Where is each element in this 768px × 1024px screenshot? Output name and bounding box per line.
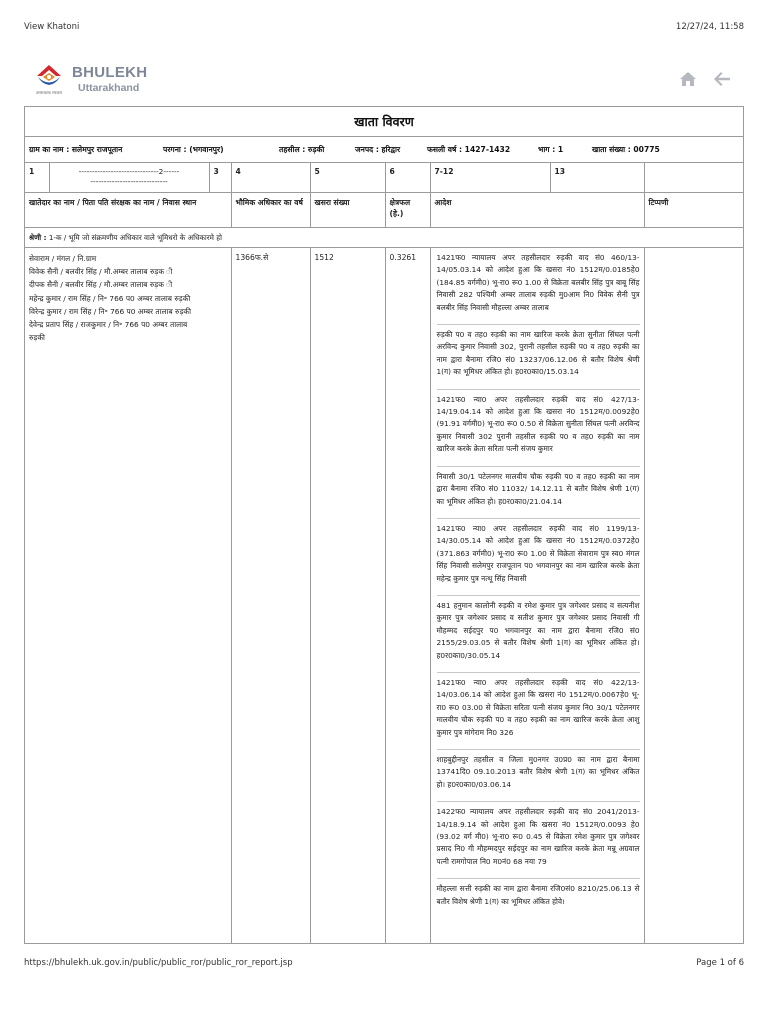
owner-entry: विरेन्द्र कुमार / राम सिंह / नि॰ 766 प0 अम्बर तालाब रुड़की xyxy=(29,306,191,316)
home-icon[interactable] xyxy=(678,70,698,88)
heading-year: भौमिक अधिकार का वर्ष xyxy=(231,193,310,228)
brand-name: BHULEKH xyxy=(72,64,148,81)
order-entry: 1422फ0 न्यायालय अपर तहसीलदार रुड़की वाद सं0 2041/2013-14/18.9.14 को आदेश हुआ कि खसरा नं0 1512म/0.0093 हे0 (93.02 वर्ग मी0) भू-रा0 रू0 0.45 से विक्रेता रमेश कुमार पुत्र जगेश्वर प्रसाद नि0 गी मौहम्मदपुर सईदपुर का नाम खारिज करके क्रेता मन्नू अग्रवाल पत्नी रामगोपाल नि0 म0नं0 68 नया 79 xyxy=(437,802,640,879)
column-number-row xyxy=(25,163,744,192)
col-number-6: 6 xyxy=(385,163,430,192)
meta-bhag: भाग : 1 xyxy=(538,145,564,154)
column-heading-row xyxy=(25,193,744,228)
meta-janpad: जनपद : हरिद्वार xyxy=(355,145,401,154)
owner-entry: महेन्द्र कुमार / राम सिंह / नि॰ 766 प0 अम्बर तालाब रुड़की xyxy=(29,293,191,303)
category-label: श्रेणी : xyxy=(29,233,47,242)
meta-pargana: परगना : (भगवानपुर) xyxy=(163,145,224,154)
right-year: 1366फ.से xyxy=(231,248,310,944)
order-entry: मौहल्ला सत्ती रुड़की का नाम द्वारा बैनामा रजि0सं0 8210/25.06.13 से बतौर विशेष श्रेणी 1(ग) का भूमिधर अंकित होवे। xyxy=(436,884,640,906)
col-number-3: 3 xyxy=(209,163,231,192)
khata-sheet xyxy=(24,106,744,944)
record-row xyxy=(25,248,744,944)
order-entry: 1421फ0 न्या0 अपर तहसीलदार रुड़की वाद सं0 427/13-14/19.04.14 को आदेश हुआ कि खसरा नं0 1512म/0.0092हे0 (91.91 वर्गमी0) भू-रा0 रू0 0.50 से विक्रेता सुनीता सिंघल पत्नी अरविन्द कुमार निवासी 302 पुरानी तहसील रुड़की प0 व तह0 रुड़की का नाम खारिज करके क्रेता सरिता पत्नी संजय कुमार xyxy=(437,390,640,467)
order-list xyxy=(430,248,644,944)
meta-row xyxy=(25,137,743,163)
order-entry: रुड़की प0 व तह0 रुड़की का नाम खारिज करके क्रेता सुनीता सिंघल पत्नी अरविन्द कुमार निवासी 302, पुरानी तहसील रुड़की प0 व तह0 रुड़की का नाम द्वारा बैनामा रजि0 सं0 13237/06.12.06 से बतौर विशेष श्रेणी 1(ग) का भूमिधर अंकित हो। ह0र0का0/15.03.14 xyxy=(437,325,640,390)
brand-state: Uttarakhand xyxy=(78,82,140,94)
order-entry: निवासी 30/1 पटेलनगर मालवीय चौक रुड़की प0 व तह0 रुड़की का नाम द्वारा बैनामा रजि0 सं0 11032/ 14.12.11 से बतौर विशेष श्रेणी 1(ग) का भूमिधर अंकित हो। ह0र0का0/21.04.14 xyxy=(437,467,640,519)
col-number-1: 1 xyxy=(25,163,49,192)
heading-area: क्षेत्रफल (हे.) xyxy=(385,193,430,228)
owner-entry: देवेन्द्र प्रताप सिंह / राजकुमार / नि॰ 766 प0 अम्बर तालाब xyxy=(29,320,188,330)
order-entry: 481 हनुमान कालोनी रुड़की व रमेश कुमार पुत्र जगेश्वर प्रसाद व सत्यनीश कुमार पुत्र जगेश्वर प्रसाद व सतीश कुमार पुत्र जगेश्वर प्रसाद निवासी गी मौहम्मद सईदपुर प0 भगवानपुर का नाम द्वारा बैनामा रजि0 सं0 2155/29.03.05 से बतौर विशेष श्रेणी 1(ग) का भूमिधर अंकित हो। ह0र0का0/30.05.14 xyxy=(437,596,640,673)
print-title: View Khatoni xyxy=(24,22,80,32)
nav-icons xyxy=(678,70,732,90)
heading-table xyxy=(25,193,744,229)
report-url[interactable]: https://bhulekh.uk.gov.in/public/public_ror/public_ror_report.jsp xyxy=(24,958,293,968)
owner-entry: विवेक सैनी / बलवीर सिंह / मौ.अम्बर तालाब रुड़क ी xyxy=(29,267,173,277)
order-entry: शाहबुद्दीनपुर तहसील व जिला मु0नगर उ0प्र0 का नाम द्वारा बैनामा 13741दि0 09.10.2013 बतौर विशेष श्रेणी 1(ग) का भूमिधर अंकित हो। ह0र0का0/03.06.14 xyxy=(437,750,640,802)
col-number-13: 13 xyxy=(550,163,644,192)
brand[interactable] xyxy=(34,62,234,96)
column-header-table xyxy=(25,163,744,193)
col-number-blank xyxy=(644,163,744,192)
document-title: खाता विवरण xyxy=(25,107,743,137)
order-entry: 1421फ0 न्या0 अपर तहसीलदार रुड़की वाद सं0 422/13-14/03.06.14 को आदेश हुआ कि खसरा नं0 1512म/0.0067हे0 भू-रा0 रू0 03.00 से विक्रेता सरिता पत्नी संजय कुमार नि0 30/1 पटेलनगर मालवीय चौक रुड़की प0 व तह0 रुड़की का नाम खारिज करके क्रेता आशु कुमार पुत्र मांगेराम नि0 326 xyxy=(437,673,640,750)
khasra-number: 1512 xyxy=(310,248,385,944)
col-number-7-12: 7-12 xyxy=(430,163,550,192)
logo-caption: उत्तराखण्ड सरकार xyxy=(35,90,63,95)
meta-fasli: फसली वर्ष : 1427-1432 xyxy=(427,145,511,154)
order-entry: 1421फ0 न्यायालय अपर तहसीलदार रुड़की वाद सं0 460/13-14/05.03.14 को आदेश हुआ कि खसरा नं0 1512म/0.0185हे0 (184.85 वर्गमी0) भू-रा0 रू0 1.00 से विक्रेता बलबीर सिंह पुत्र बाबू सिंह निवासी 282 पश्चिमी अम्बर तालाब रुड़की मु0आम नि0 विवेक सैनी पुत्र बलबीर सिंह निवासी मौहल्ला अम्बर तालाब xyxy=(437,248,640,325)
meta-gram: ग्राम का नाम : सलेमपुर राजपूतान xyxy=(29,145,123,154)
col-number-2-text: ------------------------------2------ ----------------------------- xyxy=(78,167,180,186)
heading-order: आदेश xyxy=(430,193,644,228)
owner-entry: दीपक सैनी / बलवीर सिंह / मौ.अम्बर तालाब रुड़क ी xyxy=(29,280,173,290)
col-number-5: 5 xyxy=(310,163,385,192)
area-value: 0.3261 xyxy=(385,248,430,944)
heading-owner: खातेदार का नाम / पिता पति संरक्षक का नाम / निवास स्थान xyxy=(25,193,231,228)
meta-tehsil: तहसील : रुड़की xyxy=(279,145,325,154)
uttarakhand-emblem-icon xyxy=(34,62,64,96)
arrow-left-icon[interactable] xyxy=(712,70,732,88)
owner-list xyxy=(25,248,231,944)
page-number: Page 1 of 6 xyxy=(696,958,744,968)
print-footer xyxy=(24,958,744,972)
category-row xyxy=(25,228,743,248)
remarks-cell xyxy=(644,248,744,944)
print-header xyxy=(24,22,744,36)
col-number-4: 4 xyxy=(231,163,310,192)
owner-entry: रुड़की xyxy=(29,333,45,343)
heading-khasra: खसरा संख्या xyxy=(310,193,385,228)
order-entry: 1421फ0 न्या0 अपर तहसीलदार रुड़की वाद सं0 1199/13-14/30.05.14 को आदेश हुआ कि खसरा नं0 1512म/0.0372हे0 (371.863 वर्गमी0) भू-रा0 रू0 1.00 से विक्रेता सेवाराम पुत्र स्व0 मंगल सिंह निवासी सलेमपुर राजपूतान प0 भगवानपुर का नाम खारिज करके क्रेता महेन्द्र कुमार पुत्र नत्थू सिंह निवासी xyxy=(437,519,640,596)
category-text: 1-क / भूमि जो संक्रमणीय अधिकार वाले भूमिधरो के अधिकारमे हो xyxy=(48,233,222,242)
meta-khata: खाता संख्या : 00775 xyxy=(592,145,660,154)
heading-remarks: टिप्पणी xyxy=(644,193,744,228)
owner-entry: सेवाराम / मंगल / नि.ग्राम xyxy=(29,254,97,263)
print-datetime: 12/27/24, 11:58 xyxy=(675,22,744,32)
col-number-2 xyxy=(49,163,209,192)
record-table xyxy=(25,248,744,944)
